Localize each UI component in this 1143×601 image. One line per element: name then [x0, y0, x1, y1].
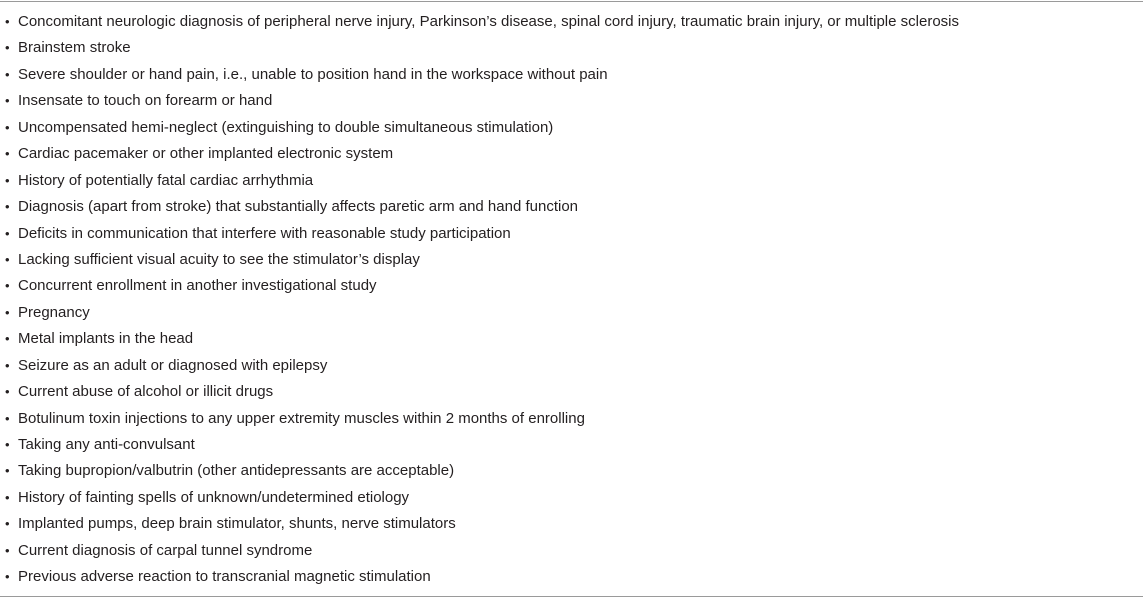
- criterion-text: Taking bupropion/valbutrin (other antidepressants are acceptable): [18, 462, 455, 480]
- list-item: [0, 141, 1143, 167]
- list-item: [0, 88, 1143, 114]
- bullet-icon: •: [5, 146, 10, 162]
- bullet-icon: •: [5, 489, 10, 505]
- criterion-text: Pregnancy: [18, 303, 90, 321]
- bullet-icon: •: [5, 569, 10, 585]
- list-item: [0, 273, 1143, 299]
- table-top-rule: [0, 1, 1143, 2]
- bullet-icon: •: [5, 172, 10, 188]
- bullet-icon: •: [5, 40, 10, 56]
- criterion-text: Deficits in communication that interfere with reasonable study participation: [18, 224, 511, 242]
- criterion-text: Implanted pumps, deep brain stimulator, shunts, nerve stimulators: [18, 515, 456, 533]
- bullet-icon: •: [5, 331, 10, 347]
- list-item: [0, 432, 1143, 458]
- bullet-icon: •: [5, 14, 10, 29]
- bullet-icon: •: [5, 225, 10, 241]
- criterion-text: Diagnosis (apart from stroke) that substantially affects paretic arm and hand function: [18, 198, 579, 216]
- list-item: [0, 168, 1143, 194]
- criterion-text: Lacking sufficient visual acuity to see the stimulator’s display: [18, 250, 420, 268]
- list-item: [0, 485, 1143, 511]
- bullet-icon: •: [5, 93, 10, 109]
- criterion-text: Seizure as an adult or diagnosed with epilepsy: [18, 356, 328, 374]
- list-item: [0, 62, 1143, 88]
- bullet-icon: •: [5, 384, 10, 400]
- list-item: [0, 564, 1143, 590]
- list-item: [0, 458, 1143, 484]
- criterion-text: Brainstem stroke: [18, 39, 131, 57]
- criterion-text: Metal implants in the head: [18, 330, 194, 348]
- list-item: [0, 353, 1143, 379]
- exclusion-criteria-list: [0, 9, 1143, 591]
- list-item: [0, 194, 1143, 220]
- criterion-text: Concurrent enrollment in another investigational study: [18, 277, 377, 295]
- criterion-text: Severe shoulder or hand pain, i.e., unable to position hand in the workspace without pain: [18, 65, 608, 83]
- bullet-icon: •: [5, 542, 10, 558]
- list-item: [0, 379, 1143, 405]
- list-item: [0, 406, 1143, 432]
- bullet-icon: •: [5, 304, 10, 320]
- list-item: [0, 9, 1143, 35]
- criterion-text: History of fainting spells of unknown/undetermined etiology: [18, 488, 410, 506]
- criterion-text: Cardiac pacemaker or other implanted electronic system: [18, 145, 394, 163]
- criterion-text: Concomitant neurologic diagnosis of peripheral nerve injury, Parkinson’s disease, spinal cord injury, traumatic brain injury, or multiple sclerosis: [18, 13, 959, 30]
- bullet-icon: •: [5, 66, 10, 82]
- list-item: [0, 326, 1143, 352]
- bullet-icon: •: [5, 119, 10, 135]
- criterion-text: Insensate to touch on forearm or hand: [18, 92, 273, 110]
- criterion-text: Uncompensated hemi-neglect (extinguishing to double simultaneous stimulation): [18, 118, 554, 136]
- bullet-icon: •: [5, 516, 10, 532]
- bullet-icon: •: [5, 463, 10, 479]
- bullet-icon: •: [5, 199, 10, 215]
- bullet-icon: •: [5, 437, 10, 452]
- criterion-text: Botulinum toxin injections to any upper extremity muscles within 2 months of enrolling: [18, 409, 585, 427]
- criterion-text: Current abuse of alcohol or illicit drugs: [18, 383, 274, 401]
- criterion-text: Previous adverse reaction to transcranial magnetic stimulation: [18, 568, 431, 586]
- criterion-text: Taking any anti-convulsant: [18, 436, 195, 453]
- bullet-icon: •: [5, 278, 10, 294]
- list-item: [0, 300, 1143, 326]
- list-item: [0, 511, 1143, 537]
- list-item: [0, 247, 1143, 273]
- criterion-text: Current diagnosis of carpal tunnel syndrome: [18, 541, 313, 559]
- bullet-icon: •: [5, 410, 10, 426]
- bullet-icon: •: [5, 357, 10, 373]
- list-item: [0, 538, 1143, 564]
- list-item: [0, 115, 1143, 141]
- table-bottom-rule: [0, 596, 1143, 597]
- criterion-text: History of potentially fatal cardiac arrhythmia: [18, 171, 314, 189]
- bullet-icon: •: [5, 251, 10, 267]
- list-item: [0, 35, 1143, 61]
- list-item: [0, 221, 1143, 247]
